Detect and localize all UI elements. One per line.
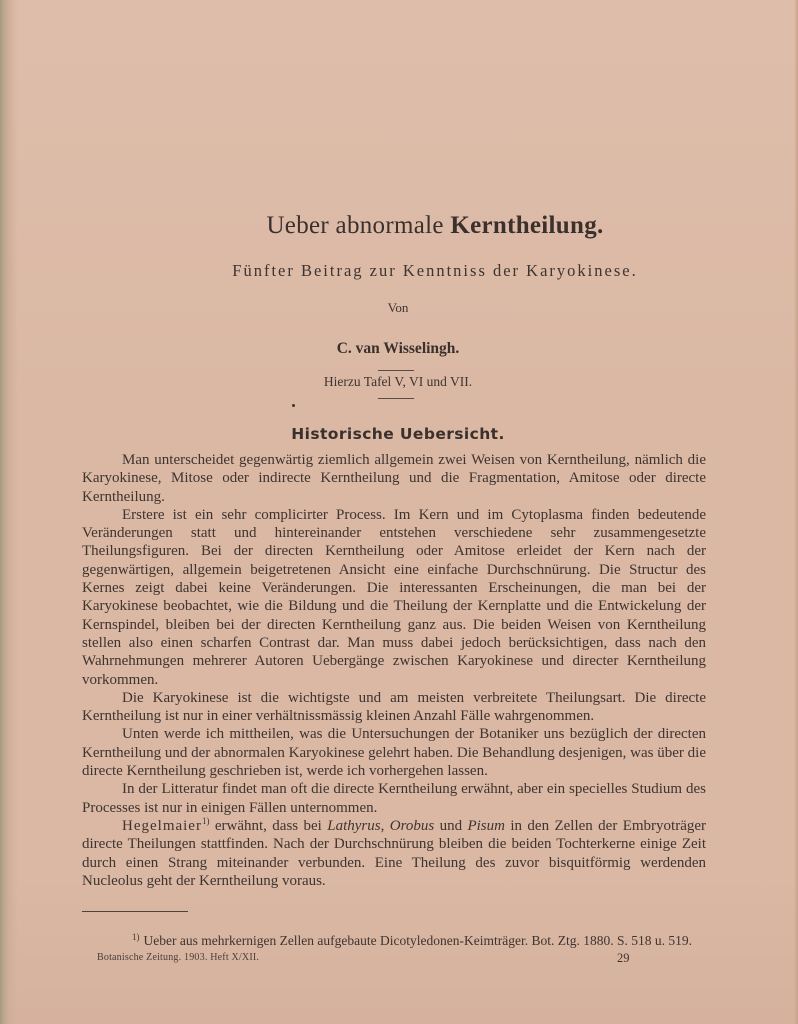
article-subtitle: Fünfter Beitrag zur Kenntniss der Karyokinese. xyxy=(232,261,638,280)
footnote xyxy=(132,932,692,949)
divider-top xyxy=(378,370,414,371)
plates-note: Hierzu Tafel V, VI und VII. xyxy=(323,374,473,389)
print-speck xyxy=(292,404,295,407)
running-footer: Botanische Zeitung. 1903. Heft X/XII. xyxy=(97,952,260,963)
paragraph-with-footnote xyxy=(82,817,706,890)
paragraph: Unten werde ich mittheilen, was die Untersuchungen der Botaniker uns bezüglich der directen Kerntheilung und der abnormalen Karyokinese gelehrt haben. Die Behandlung desjenigen, was über die directe Kerntheilung geschrieben ist, werde ich vorhergehen lassen. xyxy=(82,726,706,780)
article-title xyxy=(0,212,798,240)
section-heading: Historische Uebersicht. xyxy=(291,425,505,443)
paragraph: In der Litteratur findet man oft die directe Kerntheilung erwähnt, aber ein specielles Studium des Processes ist nur in einigen Fällen unternommen. xyxy=(82,781,706,816)
title-part-bold: Kerntheilung. xyxy=(450,212,604,239)
footnote-divider xyxy=(82,911,188,912)
title-part-regular: Ueber abnormale xyxy=(266,212,451,239)
text-segment: erwähnt, dass bei xyxy=(209,817,328,834)
page-edge-shadow xyxy=(794,0,798,1024)
divider-bottom xyxy=(378,398,414,399)
paragraph: Erstere ist ein sehr complicirter Process. Im Kern und im Cytoplasma finden bedeutende Veränderungen statt und hintereinander entstehen verschiedene sehr zusammengesetzte Theilungsfiguren. Bei der directen Kerntheilung oder Amitose erleidet der Kern nach der gegenwärtigen, allgemein beigetretenen Ansicht eine einfache Durchschnürung. Die Structur des Kernes zeigt dabei keine Veränderungen. Die interessanten Erscheinungen, die man bei der Karyokinese beobachtet, wie die Bildung und die Theilung der Kernplatte und die Entwickelung der Kernspindel, bleiben bei der directen Kerntheilung ganz aus. Die beiden Weisen von Kerntheilung stellen also einen scharfen Contrast dar. Man muss dabei jedoch berücksichtigen, dass nach den Wahrnehmungen mehrerer Autoren Uebergänge zwischen Karyokinese und directer Kerntheilung vorkommen. xyxy=(82,506,706,688)
by-label: Von xyxy=(387,300,409,315)
text-segment: , xyxy=(380,817,390,834)
footnote-marker: 1) xyxy=(132,932,140,942)
genus-name: Orobus xyxy=(389,817,435,834)
text-segment: in den Zellen der Embryoträger directe Theilungen stattfinden. Nach der Durchschnürung bleiben die beiden Tochterkerne einige Zeit durch einen Strang miteinander verbunden. Eine Theilung des zuvor bisquitförmig werdenden Nucleolus geht der Kerntheilung voraus. xyxy=(82,817,707,889)
paragraph: Man unterscheidet gegenwärtig ziemlich allgemein zwei Weisen von Kerntheilung, nämlich die Karyokinese, Mitose oder indirecte Kerntheilung und die Fragmentation, Amitose oder directe Kerntheilung. xyxy=(82,452,706,505)
footnote-text: Ueber aus mehrkernigen Zellen aufgebaute Dicotyledonen-Keimträger. Bot. Ztg. 1880. S. 518 u. 519. xyxy=(143,933,692,948)
paragraph: Die Karyokinese ist die wichtigste und am meisten verbreitete Theilungsart. Die directe Kerntheilung ist nur in einer verhältnissmässig kleinen Anzahl Fälle wahrgenommen. xyxy=(82,689,706,725)
cited-author: Hegelmaier xyxy=(122,817,202,834)
footnote-reference[interactable]: 1) xyxy=(201,815,210,826)
page-number: 29 xyxy=(617,951,630,965)
genus-name: Lathyrus xyxy=(327,817,381,834)
text-segment: und xyxy=(434,817,468,834)
author-name: C. van Wisselingh. xyxy=(336,340,460,357)
body-text xyxy=(82,451,706,890)
genus-name: Pisum xyxy=(467,817,505,834)
